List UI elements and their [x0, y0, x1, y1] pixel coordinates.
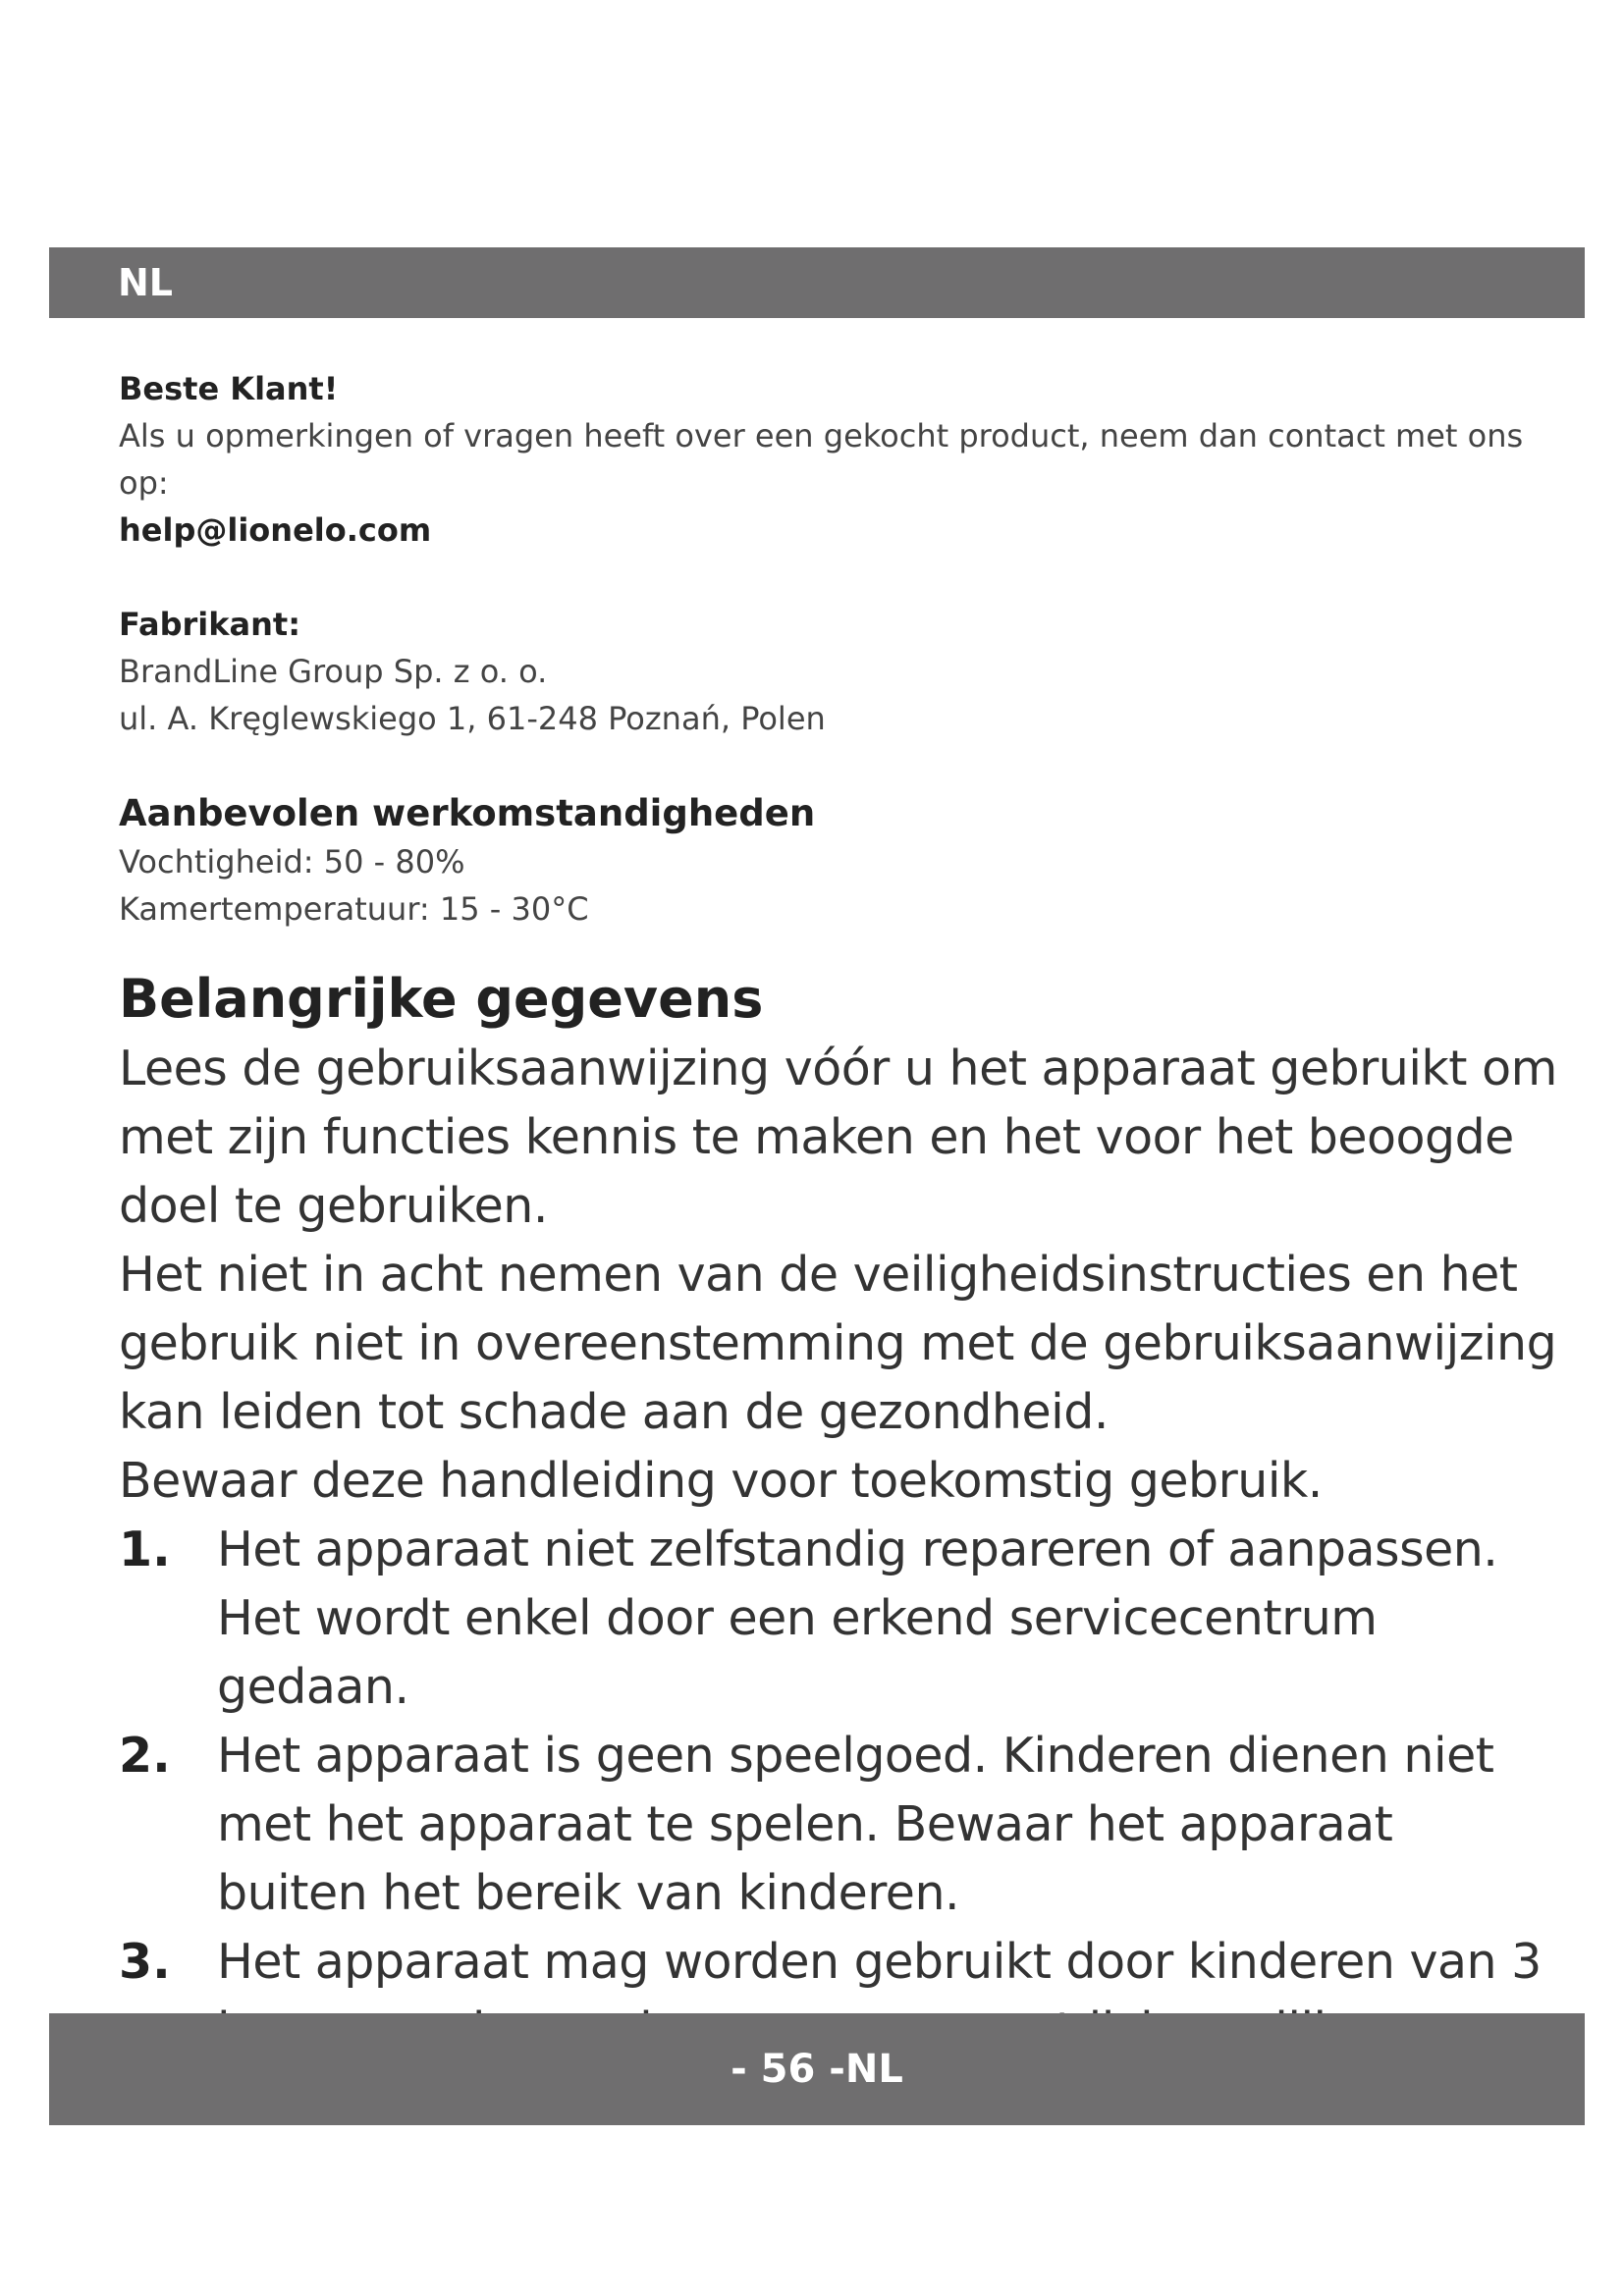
important-paragraph: Het niet in acht nemen van de veiligheidsinstructies en het gebruik niet in overeenstemming met de gebruiksaanwijzing kan leiden tot schade aan de gezondheid. [119, 1247, 1557, 1440]
safety-list [119, 1516, 1572, 2065]
greeting: Beste Klant! [119, 370, 339, 407]
important-paragraph: Bewaar deze handleiding voor toekomstig gebruik. [119, 1453, 1323, 1509]
important-paragraph: Lees de gebruiksaanwijzing vóór u het apparaat gebruikt om met zijn functies kennis te maken en het voor het beoogde doel te gebruiken. [119, 1041, 1557, 1234]
manufacturer-company: BrandLine Group Sp. z o. o. [119, 653, 548, 690]
list-item-number: 3. [119, 1934, 171, 1990]
list-item-text: Het apparaat niet zelfstandig repareren of aanpassen. Het wordt enkel door een erkend servicecentrum gedaan. [217, 1522, 1498, 1715]
manufacturer-address: ul. A. Kręglewskiego 1, 61-248 Poznań, Polen [119, 700, 826, 737]
conditions-humidity: Vochtigheid: 50 - 80% [119, 843, 465, 881]
conditions-title: Aanbevolen werkomstandigheden [119, 792, 816, 834]
list-item [119, 1516, 1572, 1722]
contact-message: Als u opmerkingen of vragen heeft over een gekocht product, neem dan contact met ons op: [119, 417, 1524, 502]
footer-bar [49, 2013, 1585, 2125]
list-item-number: 2. [119, 1728, 171, 1784]
conditions-temperature: Kamertemperatuur: 15 - 30°C [119, 890, 589, 928]
list-item-number: 1. [119, 1522, 171, 1577]
spacer [119, 742, 1572, 789]
page-content [119, 365, 1572, 2065]
language-label: NL [118, 261, 174, 304]
manufacturer-label: Fabrikant: [119, 606, 300, 643]
list-item [119, 1722, 1572, 1928]
page-number: - 56 -NL [731, 2047, 903, 2092]
important-title: Belangrijke gegevens [119, 968, 764, 1030]
list-item-text: Het apparaat mag worden gebruikt door kinderen van 3 [217, 1934, 1542, 1990]
spacer [119, 554, 1572, 601]
list-item-text: Het apparaat is geen speelgoed. Kinderen dienen niet met het apparaat te spelen. Bewaar het apparaat buiten het bereik van kinderen. [217, 1728, 1494, 1921]
contact-email[interactable]: help@lionelo.com [119, 511, 432, 549]
header-bar [49, 247, 1585, 318]
